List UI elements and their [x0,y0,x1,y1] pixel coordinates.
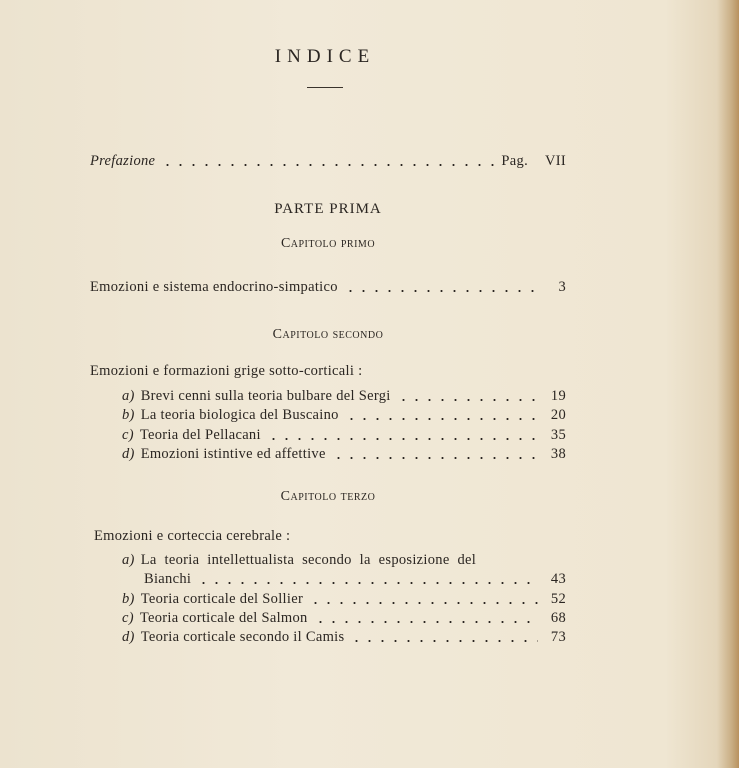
page-number: 68 [550,610,566,626]
toc-entry [122,387,566,406]
page-number: 73 [550,629,566,645]
entry-title: La teoria intellettualista secondo la esposizione del [140,552,477,568]
entry-letter: a) [122,388,135,404]
entry-title: Teoria corticale del Sollier [140,591,304,607]
entry-letter: b) [122,591,135,607]
toc-entry [122,406,566,425]
page-number: 43 [550,571,566,587]
chapter-heading: Capitolo primo [280,236,376,251]
toc-entry-preface [90,152,566,171]
entry-letter: b) [122,407,135,423]
page-prefix: Pag. [501,153,528,169]
page-number: 19 [550,388,566,404]
entry-title: Teoria del Pellacani [139,427,261,443]
toc-entry-continuation [144,570,566,589]
page-number: 20 [550,407,566,423]
dot-leader [397,399,538,401]
chapter-subject: Emozioni e formazioni grige sotto-corticali : [90,363,363,379]
toc-entry [90,278,566,297]
entry-title: Teoria corticale secondo il Camis [140,629,345,645]
entry-letter: d) [122,446,135,462]
entry-letter: a) [122,552,135,568]
dot-leader [314,621,538,623]
dot-leader [197,582,538,584]
page-number: 52 [550,591,566,607]
entry-title: Prefazione [90,153,156,169]
toc-entry [122,609,566,628]
dot-leader [267,438,538,440]
entry-title: Bianchi [144,571,192,587]
dot-leader [345,418,538,420]
page-number: 35 [550,427,566,443]
entry-title: Emozioni istintive ed affettive [140,446,326,462]
toc-entry [122,426,566,445]
page-number: VII [544,153,566,169]
entry-title: La teoria biologica del Buscaino [140,407,339,423]
entry-title: Brevi cenni sulla teoria bulbare del Sergi [140,388,391,404]
part-heading: PARTE PRIMA [274,201,382,217]
dot-leader [161,164,495,166]
entry-title: Teoria corticale del Salmon [139,610,308,626]
dot-leader [332,457,538,459]
dot-leader [309,602,538,604]
toc-entry [122,551,566,570]
toc-entry [122,445,566,464]
title-rule [307,87,343,88]
dot-leader [344,290,538,292]
entry-title: Emozioni e sistema endocrino-simpatico [90,279,338,295]
page-number: 38 [550,446,566,462]
page-title: INDICE [274,46,376,67]
chapter-heading: Capitolo secondo [272,327,384,342]
toc-entry [122,590,566,609]
entry-letter: c) [122,427,134,443]
chapter-heading: Capitolo terzo [280,489,376,504]
entry-letter: c) [122,610,134,626]
page-number: 3 [558,279,566,295]
dot-leader [350,640,538,642]
toc-entry [122,628,566,647]
entry-letter: d) [122,629,135,645]
chapter-subject: Emozioni e corteccia cerebrale : [94,528,291,544]
